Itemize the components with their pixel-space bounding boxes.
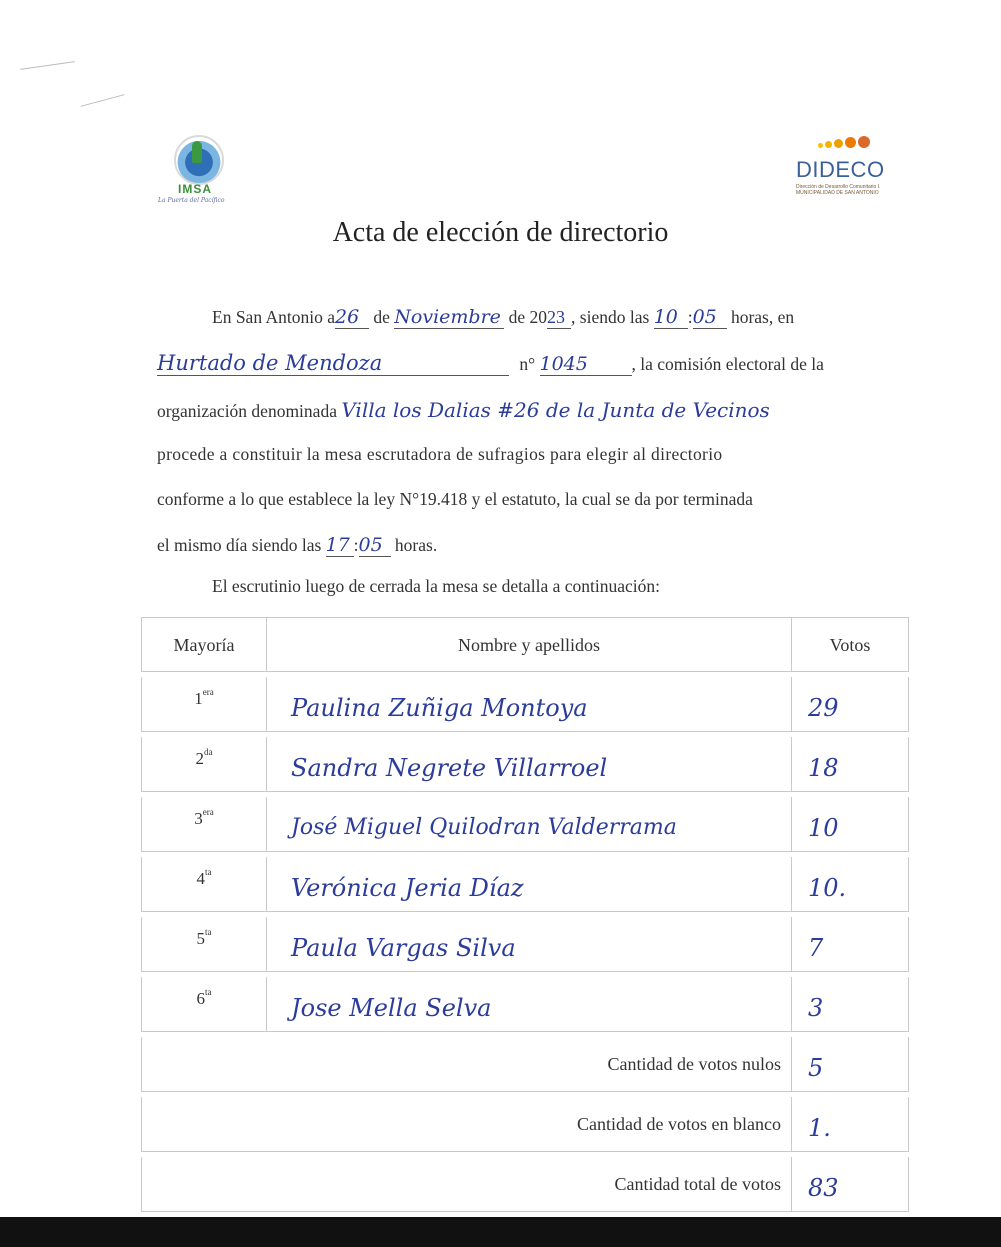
blank-votes-label: Cantidad de votos en blanco <box>141 1097 792 1152</box>
document-title: Acta de elección de directorio <box>332 217 669 248</box>
null-votes-label: Cantidad de votos nulos <box>141 1037 792 1092</box>
total-votes-row <box>141 1157 909 1212</box>
street-number-field: 1045 <box>540 353 632 376</box>
para-line-6: el mismo día siendo las 17 :05 horas. <box>157 534 438 556</box>
month-field: Noviembre <box>394 306 504 329</box>
start-minute-field: 05 <box>693 306 727 329</box>
para-line-5: conforme a lo que establece la ley N°19.418 y el estatuto, la cual se da por terminada <box>157 489 753 509</box>
header-votes: Votos <box>792 617 909 672</box>
table-row: $3^{era}$ José Miguel Quilodran Valderrama 10 <box>141 797 909 852</box>
blank-votes-value: 1. <box>792 1097 909 1152</box>
candidate-name: Sandra Negrete Villarroel <box>267 737 792 792</box>
para-line-1: En San Antonio a26 de Noviembre de 2023 , siendo las 10 :05 horas, en <box>212 306 795 328</box>
table-row: $6^{ta}$ Jose Mella Selva 3 <box>141 977 909 1032</box>
table-row: $2^{da}$ Sandra Negrete Villarroel 18 <box>141 737 909 792</box>
organization-field: Villa los Dalias #26 de la Junta de Vecinos <box>341 398 770 422</box>
candidate-votes: 10. <box>792 857 909 912</box>
scan-mark <box>81 94 125 107</box>
dideco-logo-subtitle: Dirección de Desarrollo Comunitario I. MUNICIPALIDAD DE SAN ANTONIO <box>796 184 881 196</box>
candidate-name: Paulina Zuñiga Montoya <box>267 677 792 732</box>
imsa-logo <box>150 135 260 215</box>
dideco-logo <box>790 135 910 205</box>
candidate-votes: 10 <box>792 797 909 852</box>
palm-icon <box>192 141 202 163</box>
imsa-logo-tagline: La Puerta del Pacífico <box>158 197 225 204</box>
candidate-name: Jose Mella Selva <box>267 977 792 1032</box>
dideco-logo-name: DIDECO <box>796 157 885 182</box>
end-hour-field: 17 <box>326 534 354 557</box>
para-line-2: Hurtado de Mendoza n° 1045 , la comisión electoral de la <box>157 351 824 375</box>
para-line-3: organización denominada Villa los Dalias #26 de la Junta de Vecinos <box>157 398 770 422</box>
dots-icon <box>818 135 872 153</box>
street-field: Hurtado de Mendoza <box>157 351 509 376</box>
null-votes-row <box>141 1037 909 1092</box>
header-rank: Mayoría <box>141 617 267 672</box>
null-votes-value: 5 <box>792 1037 909 1092</box>
scan-mark <box>20 61 75 70</box>
candidate-votes: 18 <box>792 737 909 792</box>
table-row: $5^{ta}$ Paula Vargas Silva 7 <box>141 917 909 972</box>
table-row: $1^{era}$ Paulina Zuñiga Montoya 29 <box>141 677 909 732</box>
candidate-votes: 7 <box>792 917 909 972</box>
header-name: Nombre y apellidos <box>267 617 792 672</box>
candidate-name: José Miguel Quilodran Valderrama <box>267 797 792 852</box>
imsa-logo-name: IMSA <box>178 182 212 196</box>
candidate-votes: 3 <box>792 977 909 1032</box>
candidate-name: Verónica Jeria Díaz <box>267 857 792 912</box>
para-line-4: procede a constituir la mesa escrutadora de sufragios para elegir al directorio <box>157 444 723 464</box>
candidate-name: Paula Vargas Silva <box>267 917 792 972</box>
day-field: 26 <box>335 306 369 329</box>
scan-border <box>0 1217 1001 1247</box>
candidate-votes: 29 <box>792 677 909 732</box>
start-hour-field: 10 <box>654 306 688 329</box>
total-votes-label: Cantidad total de votos <box>141 1157 792 1212</box>
table-header-row <box>141 617 909 672</box>
year-field: 23 <box>547 307 571 329</box>
end-minute-field: 05 <box>359 534 391 557</box>
results-intro: El escrutinio luego de cerrada la mesa se detalla a continuación: <box>212 576 661 596</box>
table-row: $4^{ta}$ Verónica Jeria Díaz 10. <box>141 857 909 912</box>
blank-votes-row <box>141 1097 909 1152</box>
total-votes-value: 83 <box>792 1157 909 1212</box>
